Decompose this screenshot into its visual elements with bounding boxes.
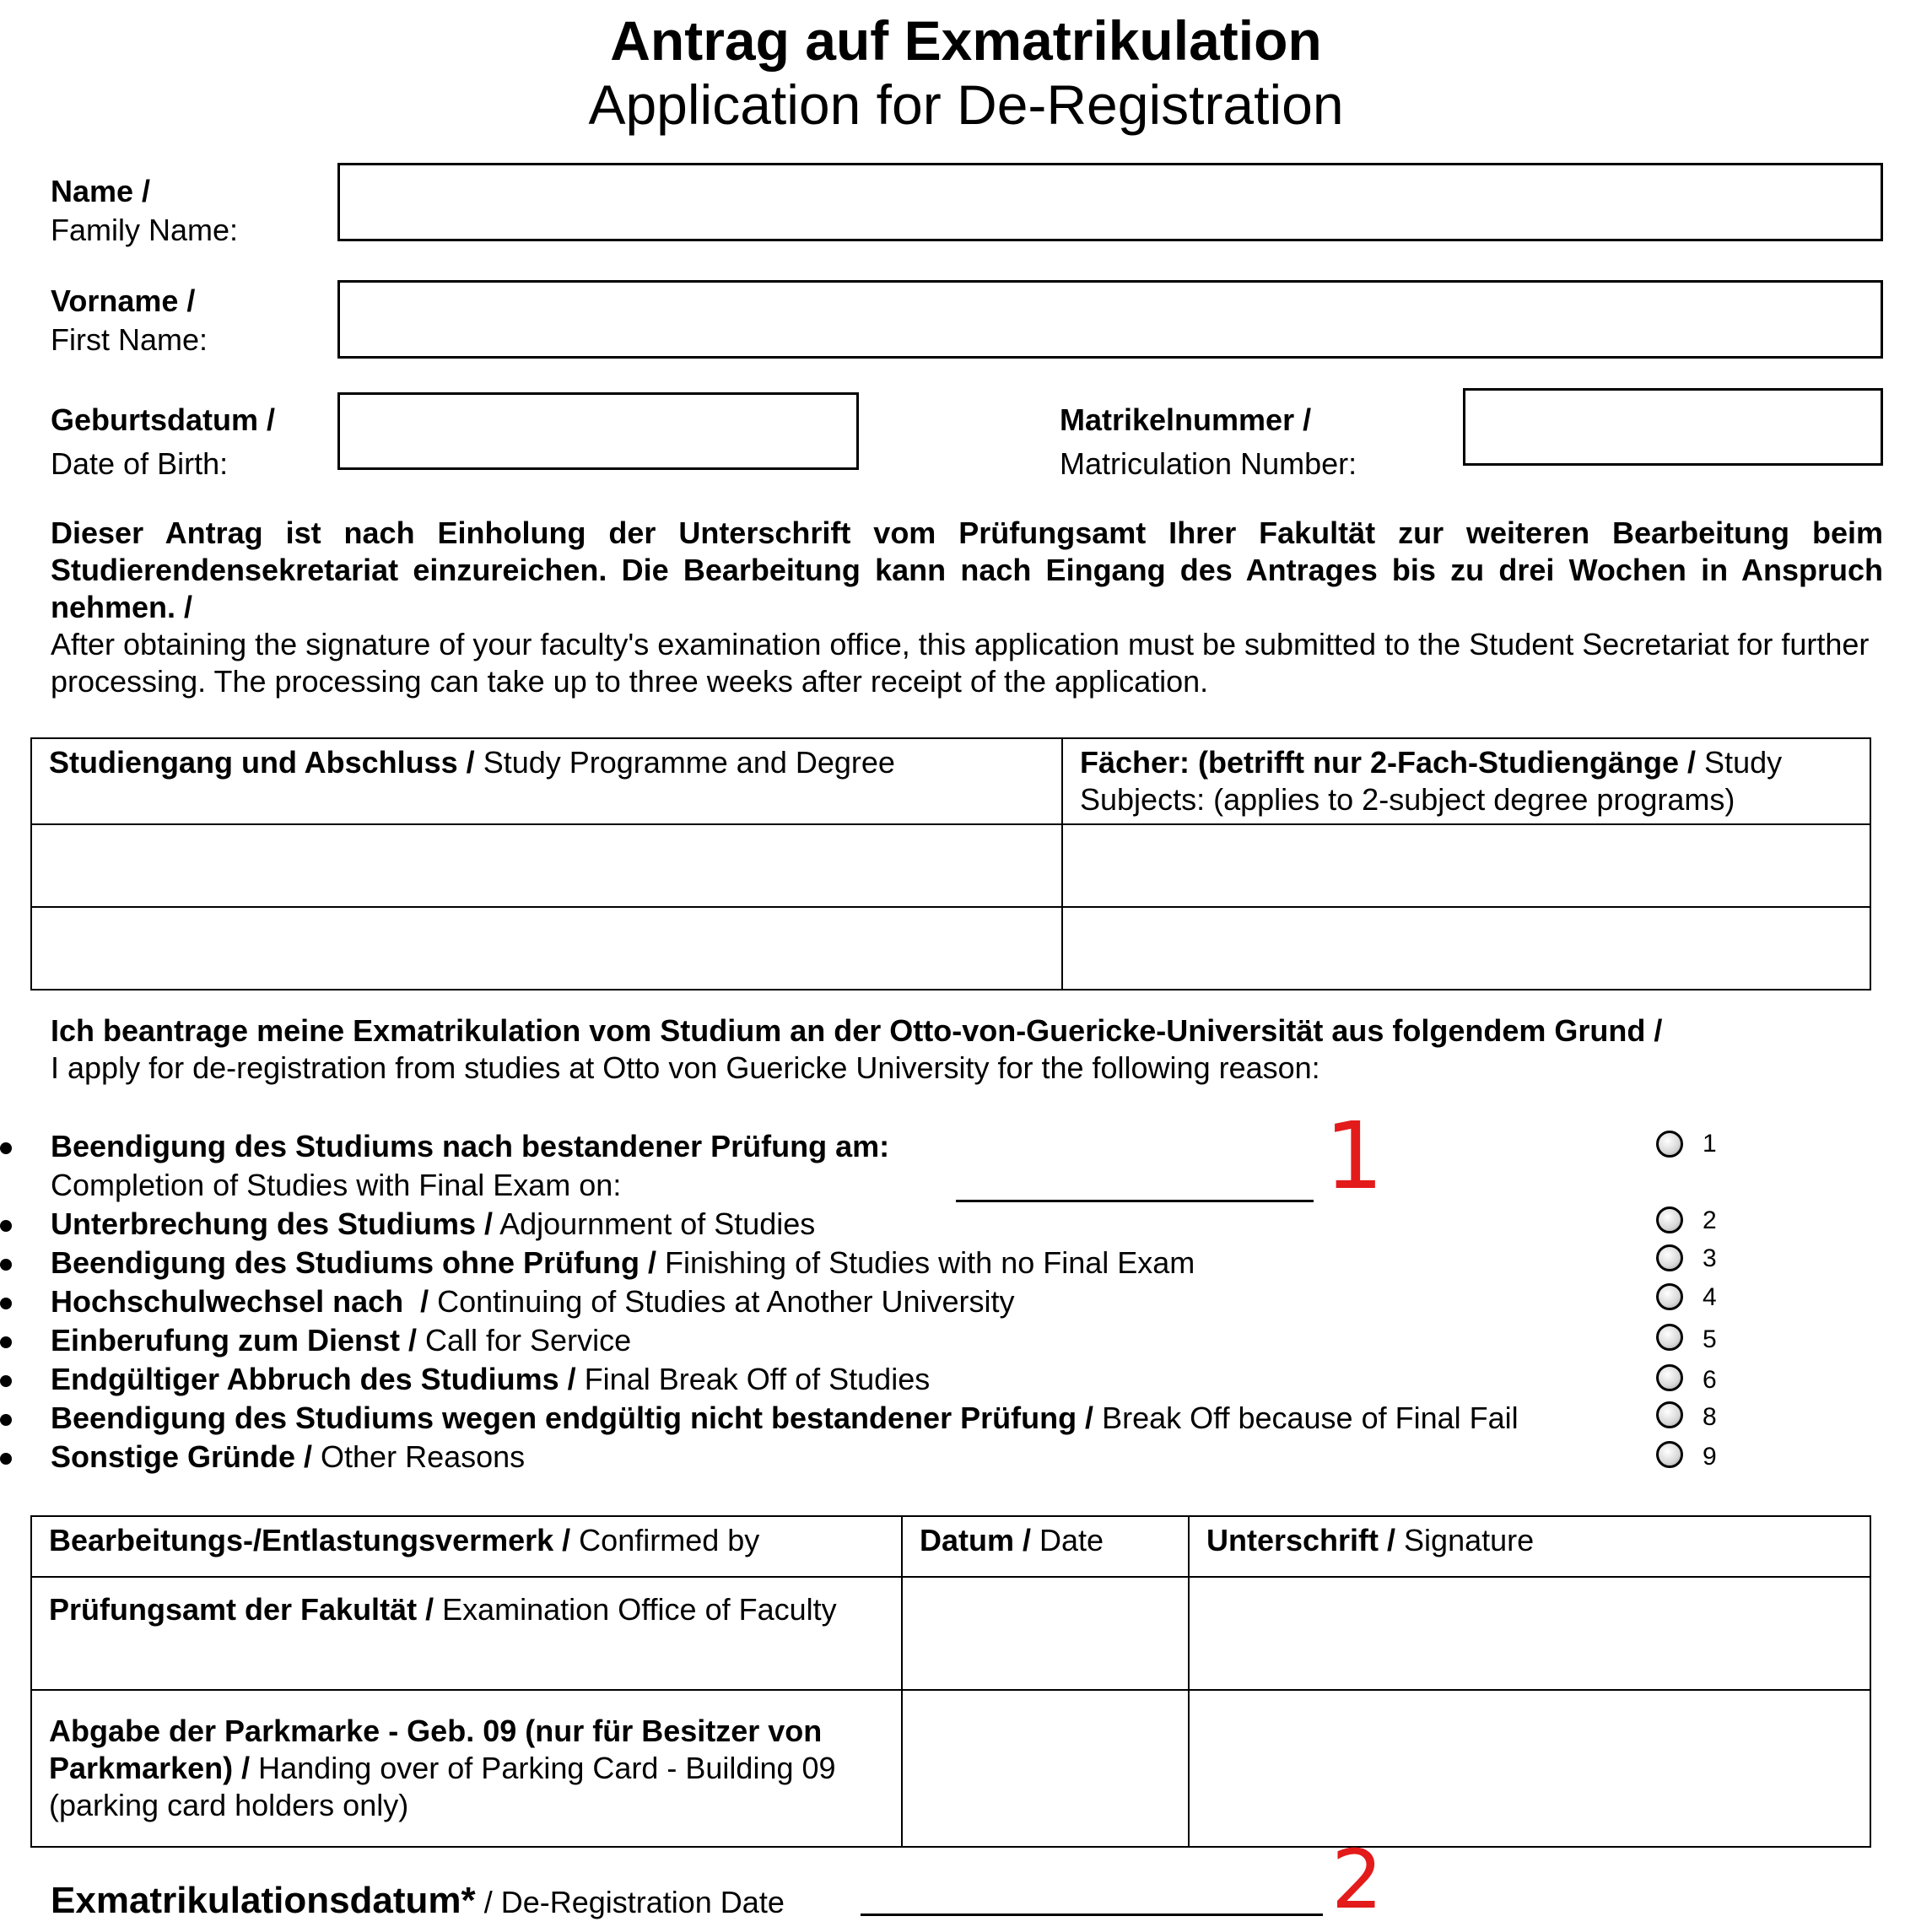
dob-label bbox=[51, 398, 275, 486]
reason-item-8 bbox=[0, 1399, 1519, 1438]
radio-number-1: 1 bbox=[1703, 1130, 1717, 1158]
reason-3-en: Finishing of Studies with no Final Exam bbox=[656, 1245, 1195, 1280]
reason-2-de: Unterbrechung des Studiums / bbox=[51, 1206, 494, 1241]
annotation-mark-1: 1 bbox=[1325, 1102, 1384, 1210]
reason-item-3 bbox=[0, 1244, 1195, 1282]
processing-notice bbox=[51, 515, 1883, 700]
name-label-en: Family Name: bbox=[51, 213, 239, 247]
reason-radio-3[interactable] bbox=[1656, 1244, 1683, 1271]
exam-office-row-label bbox=[31, 1577, 902, 1690]
reason-radio-2[interactable] bbox=[1656, 1206, 1683, 1233]
radio-number-6: 6 bbox=[1703, 1366, 1717, 1394]
reason-item-4 bbox=[0, 1282, 1015, 1321]
radio-number-5: 5 bbox=[1703, 1325, 1717, 1353]
reason-4-de: Hochschulwechsel nach / bbox=[51, 1284, 429, 1319]
deregistration-date-label bbox=[51, 1880, 785, 1922]
date-header-de: Datum / bbox=[920, 1523, 1032, 1557]
programme-input-1[interactable] bbox=[31, 824, 1062, 907]
deregistration-date-de: Exmatrikulationsdatum* bbox=[51, 1880, 476, 1921]
matriculation-label bbox=[1060, 398, 1357, 486]
reason-radio-6[interactable] bbox=[1656, 1364, 1683, 1391]
bullet-icon bbox=[0, 1220, 12, 1232]
reason-3-de: Beendigung des Studiums ohne Prüfung / bbox=[51, 1245, 656, 1280]
dob-label-en: Date of Birth: bbox=[51, 446, 229, 481]
signature-header-en: Signature bbox=[1395, 1523, 1535, 1557]
family-name-input[interactable] bbox=[337, 163, 1883, 241]
exam-office-date-cell[interactable] bbox=[902, 1577, 1189, 1690]
reason-9-de: Sonstige Gründe / bbox=[51, 1439, 313, 1474]
exam-office-de: Prüfungsamt der Fakultät / bbox=[49, 1592, 434, 1627]
reason-8-de: Beendigung des Studiums wegen endgültig nicht bestandener Prüfung / bbox=[51, 1401, 1094, 1435]
bullet-icon bbox=[0, 1298, 12, 1309]
confirmation-table bbox=[30, 1515, 1871, 1848]
reason-item-2 bbox=[0, 1205, 815, 1244]
date-header bbox=[902, 1516, 1189, 1577]
confirmed-by-de: Bearbeitungs-/Entlastungsvermerk / bbox=[49, 1523, 571, 1557]
bullet-icon bbox=[0, 1453, 12, 1465]
reason-8-en: Break Off because of Final Fail bbox=[1093, 1401, 1519, 1435]
exam-office-signature-cell[interactable] bbox=[1189, 1577, 1870, 1690]
reason-5-de: Einberufung zum Dienst / bbox=[51, 1323, 418, 1358]
reason-radio-1[interactable] bbox=[1656, 1131, 1683, 1158]
parking-card-date-cell[interactable] bbox=[902, 1690, 1189, 1847]
processing-notice-de: Dieser Antrag ist nach Einholung der Unterschrift vom Prüfungsamt Ihrer Fakultät zur weiteren Bearbeitung beim Studierendensekretariat einzureichen. Die Bearbeitung kann nach Eingang des Antrages bis zu drei Wochen in Anspruch nehmen. / bbox=[51, 515, 1883, 624]
programme-header-en: Study Programme and Degree bbox=[474, 745, 895, 780]
page-title: Antrag auf Exmatrikulation bbox=[610, 9, 1322, 72]
parking-card-de: Abgabe der Parkmarke - Geb. 09 (nur für Besitzer von Parkmarken) / bbox=[49, 1714, 823, 1785]
parking-card-row-label bbox=[31, 1690, 902, 1847]
bullet-icon bbox=[0, 1259, 12, 1271]
first-name-input[interactable] bbox=[337, 280, 1883, 359]
radio-number-3: 3 bbox=[1703, 1244, 1717, 1272]
bullet-icon bbox=[0, 1336, 12, 1348]
page-subtitle: Application for De-Registration bbox=[588, 73, 1344, 136]
reason-6-en: Final Break Off of Studies bbox=[575, 1362, 931, 1396]
signature-header bbox=[1189, 1516, 1870, 1577]
parking-card-en: Handing over of Parking Card - Building 09 (parking card holders only) bbox=[49, 1751, 836, 1822]
reason-radio-8[interactable] bbox=[1656, 1401, 1683, 1428]
reason-4-en: Continuing of Studies at Another University bbox=[429, 1284, 1015, 1319]
reason-item-6 bbox=[0, 1360, 930, 1399]
reason-1-en: Completion of Studies with Final Exam on: bbox=[51, 1168, 622, 1202]
exam-office-en: Examination Office of Faculty bbox=[434, 1592, 837, 1627]
deregistration-date-en: / De-Registration Date bbox=[475, 1885, 785, 1919]
reason-5-en: Call for Service bbox=[417, 1323, 632, 1358]
reason-radio-4[interactable] bbox=[1656, 1283, 1683, 1310]
matriculation-label-en: Matriculation Number: bbox=[1060, 446, 1357, 481]
name-label-de: Name / bbox=[51, 174, 151, 208]
subjects-input-1[interactable] bbox=[1062, 824, 1870, 907]
reason-1-de: Beendigung des Studiums nach bestandener Prüfung am: bbox=[51, 1129, 890, 1163]
programme-header-cell bbox=[31, 738, 1062, 824]
date-header-en: Date bbox=[1031, 1523, 1104, 1557]
reason-2-en: Adjournment of Studies bbox=[493, 1206, 816, 1241]
bullet-icon bbox=[0, 1375, 12, 1387]
parking-card-signature-cell[interactable] bbox=[1189, 1690, 1870, 1847]
reason-item-5 bbox=[0, 1321, 631, 1360]
reason-intro bbox=[51, 1012, 1907, 1087]
first-name-label bbox=[51, 282, 208, 359]
reason-radio-5[interactable] bbox=[1656, 1324, 1683, 1351]
processing-notice-en: After obtaining the signature of your faculty's examination office, this application must be submitted to the Student Secretariat for further processing. The processing can take up to three weeks after receipt of the application. bbox=[51, 627, 1870, 699]
radio-number-8: 8 bbox=[1703, 1403, 1717, 1431]
subjects-header-en: Study Subjects: (applies to 2-subject degree programs) bbox=[1080, 745, 1783, 817]
radio-number-2: 2 bbox=[1703, 1206, 1717, 1234]
first-name-label-en: First Name: bbox=[51, 322, 208, 357]
first-name-label-de: Vorname / bbox=[51, 283, 196, 318]
reason-9-en: Other Reasons bbox=[312, 1439, 526, 1474]
reason-item-9 bbox=[0, 1438, 525, 1476]
reason-intro-en: I apply for de-registration from studies at Otto von Guericke University for the following reason: bbox=[51, 1050, 1320, 1085]
exam-date-line[interactable] bbox=[956, 1200, 1314, 1202]
matriculation-label-de: Matrikelnummer / bbox=[1060, 402, 1312, 437]
reason-6-de: Endgültiger Abbruch des Studiums / bbox=[51, 1362, 576, 1396]
subjects-header-de: Fächer: (betrifft nur 2-Fach-Studiengänge / bbox=[1080, 745, 1697, 780]
confirmed-by-en: Confirmed by bbox=[570, 1523, 760, 1557]
signature-header-de: Unterschrift / bbox=[1206, 1523, 1396, 1557]
confirmed-by-header bbox=[31, 1516, 902, 1577]
date-of-birth-input[interactable] bbox=[337, 392, 859, 470]
matriculation-number-input[interactable] bbox=[1463, 388, 1883, 466]
name-label bbox=[51, 172, 238, 250]
deregistration-date-line[interactable] bbox=[861, 1914, 1323, 1916]
radio-number-9: 9 bbox=[1703, 1443, 1717, 1471]
programme-table bbox=[30, 737, 1871, 990]
bullet-icon bbox=[0, 1142, 12, 1154]
subjects-header-cell bbox=[1062, 738, 1870, 824]
annotation-mark-2: 2 bbox=[1331, 1833, 1384, 1927]
reason-intro-de: Ich beantrage meine Exmatrikulation vom Studium an der Otto-von-Guericke-Universität aus folgendem Grund / bbox=[51, 1013, 1663, 1048]
programme-input-2[interactable] bbox=[31, 907, 1062, 990]
subjects-input-2[interactable] bbox=[1062, 907, 1870, 990]
radio-number-4: 4 bbox=[1703, 1283, 1717, 1311]
programme-header-de: Studiengang und Abschluss / bbox=[49, 745, 475, 780]
reason-radio-9[interactable] bbox=[1656, 1441, 1683, 1468]
bullet-icon bbox=[0, 1414, 12, 1426]
dob-label-de: Geburtsdatum / bbox=[51, 402, 276, 437]
